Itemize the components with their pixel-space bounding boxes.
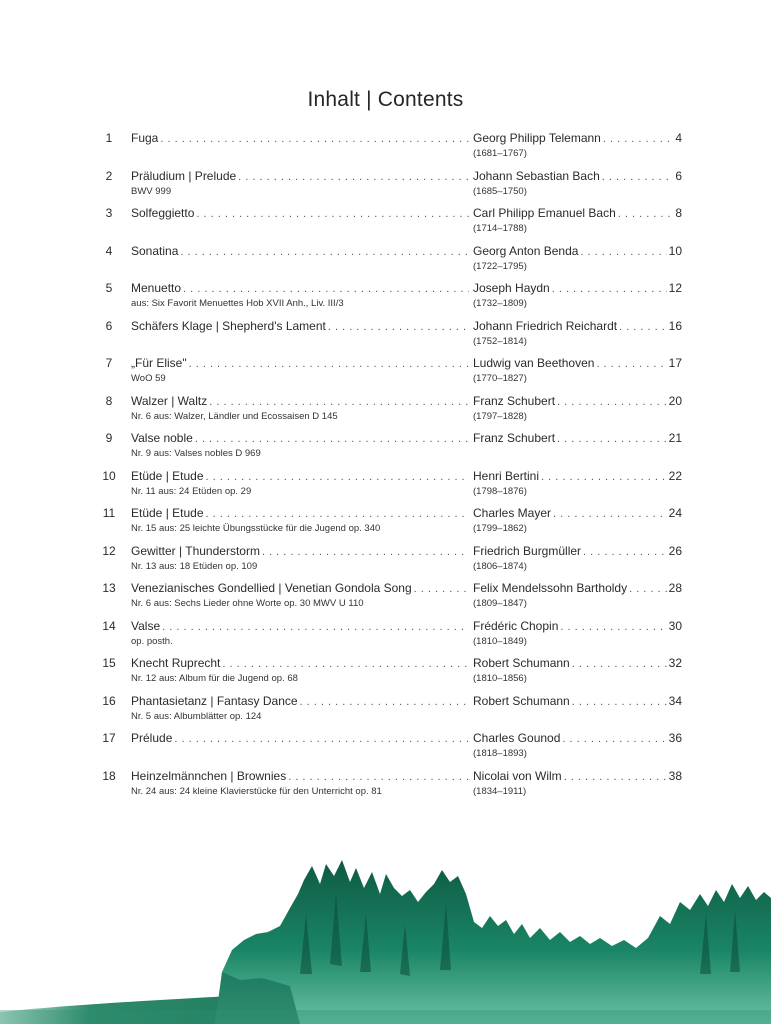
entry-subtitle: BWV 999: [131, 185, 172, 197]
table-of-contents: [0, 131, 771, 806]
toc-entry[interactable]: [0, 769, 771, 807]
entry-years: (1752–1814): [473, 335, 527, 347]
entry-composer-col: [473, 356, 682, 386]
entry-work: [131, 431, 471, 461]
entry-composer-col: [473, 169, 682, 199]
entry-years: (1797–1828): [473, 410, 527, 422]
entry-composer-col: [473, 281, 682, 311]
leader-dots: [189, 357, 469, 372]
entry-title: Gewitter | Thunderstorm: [131, 543, 260, 558]
entry-page-number: 28: [668, 581, 682, 595]
entry-number: 3: [105, 206, 113, 220]
entry-composer: Robert Schumann: [473, 693, 570, 708]
entry-number: 16: [102, 693, 116, 708]
toc-entry[interactable]: [0, 656, 771, 694]
entry-page-number: 26: [668, 543, 682, 558]
leader-dots: [195, 432, 469, 447]
entry-years: (1799–1862): [473, 523, 527, 534]
leader-dots: [553, 507, 667, 522]
leader-dots: [180, 245, 469, 260]
leader-dots: [541, 470, 667, 485]
entry-subtitle: Nr. 6 aus: Sechs Lieder ohne Worte op. 30 MWV U 110: [131, 598, 364, 609]
toc-entry[interactable]: [0, 356, 771, 394]
entry-page-number: 38: [668, 768, 682, 783]
entry-number: 18: [102, 768, 116, 783]
leader-dots: [183, 282, 469, 297]
leader-dots: [564, 770, 667, 785]
entry-composer-col: [473, 469, 682, 499]
entry-number: 2: [105, 168, 113, 183]
entry-years: (1681–1767): [473, 148, 527, 159]
entry-title: Phantasietanz | Fantasy Dance: [131, 693, 298, 708]
entry-work: [131, 581, 471, 611]
entry-subtitle: [131, 335, 471, 349]
entry-number: 14: [102, 618, 116, 633]
page-title: Inhalt | Contents: [307, 88, 464, 111]
entry-years: (1732–1809): [473, 298, 527, 309]
entry-page-number: 16: [668, 318, 682, 333]
entry-composer: Joseph Haydn: [473, 281, 550, 295]
entry-years: (1722–1795): [473, 260, 527, 272]
entry-page-number: 32: [668, 656, 682, 670]
entry-page-number: 20: [668, 393, 682, 408]
entry-number: 6: [105, 318, 113, 333]
entry-composer-col: [473, 431, 682, 461]
leader-dots: [603, 132, 673, 147]
leader-dots: [206, 470, 469, 485]
entry-work: [131, 319, 471, 349]
toc-entry[interactable]: [0, 544, 771, 582]
entry-composer-col: [473, 619, 682, 649]
entry-subtitle: op. posth.: [131, 635, 173, 647]
entry-page-number: 34: [668, 693, 682, 708]
entry-composer-col: [473, 769, 682, 799]
entry-title: Fuga: [131, 131, 159, 145]
entry-subtitle: Nr. 15 aus: 25 leichte Übungsstücke für die Jugend op. 340: [131, 523, 381, 534]
entry-subtitle: WoO 59: [131, 373, 166, 384]
entry-composer: Carl Philipp Emanuel Bach: [473, 206, 616, 220]
leader-dots: [629, 582, 667, 597]
entry-composer-col: [473, 131, 682, 161]
entry-work: [131, 544, 471, 574]
entry-work: [131, 206, 471, 236]
entry-work: [131, 131, 471, 161]
entry-subtitle: [131, 747, 471, 761]
entry-page-number: 4: [675, 131, 682, 145]
entry-work: [131, 394, 471, 424]
entry-number: 4: [105, 243, 113, 258]
leader-dots: [222, 657, 469, 672]
toc-entry[interactable]: [0, 506, 771, 544]
entry-subtitle: Nr. 5 aus: Albumblätter op. 124: [131, 710, 262, 722]
leader-dots: [572, 695, 667, 710]
toc-entry[interactable]: [0, 244, 771, 282]
toc-entry[interactable]: [0, 581, 771, 619]
leader-dots: [328, 320, 469, 335]
entry-composer-col: [473, 394, 682, 424]
entry-title: Knecht Ruprecht: [131, 656, 221, 670]
entry-subtitle: aus: Six Favorit Menuettes Hob XVII Anh., Liv. III/3: [131, 298, 344, 309]
entry-work: [131, 656, 471, 686]
toc-entry[interactable]: [0, 131, 771, 169]
entry-title: Sonatina: [131, 243, 179, 258]
entry-composer: Charles Mayer: [473, 506, 552, 520]
leader-dots: [196, 207, 469, 222]
green-ink-splash-decoration: [0, 854, 771, 1024]
entry-composer-col: [473, 506, 682, 536]
entry-work: [131, 169, 471, 199]
entry-title: „Für Elise": [131, 356, 187, 370]
entry-composer-col: [473, 694, 682, 724]
leader-dots: [206, 507, 469, 522]
entry-number: 5: [105, 281, 113, 295]
entry-number: 9: [105, 431, 113, 445]
entry-years: (1810–1856): [473, 673, 527, 684]
leader-dots: [596, 357, 666, 372]
toc-entry[interactable]: [0, 394, 771, 432]
entry-page-number: 8: [675, 206, 682, 220]
leader-dots: [238, 170, 469, 185]
leader-dots: [288, 770, 469, 785]
entry-composer: Johann Sebastian Bach: [473, 168, 600, 183]
toc-entry[interactable]: [0, 694, 771, 732]
entry-page-number: 10: [668, 243, 682, 258]
entry-page-number: 21: [668, 431, 682, 445]
entry-subtitle: [131, 260, 471, 274]
entry-title: Prélude: [131, 731, 173, 745]
entry-composer: Johann Friedrich Reichardt: [473, 318, 618, 333]
entry-composer-col: [473, 206, 682, 236]
entry-title: Menuetto: [131, 281, 182, 295]
entry-composer: Felix Mendelssohn Bartholdy: [473, 581, 628, 595]
leader-dots: [602, 170, 674, 185]
toc-entry[interactable]: [0, 206, 771, 244]
entry-page-number: 22: [668, 468, 682, 483]
entry-subtitle: Nr. 11 aus: 24 Etüden op. 29: [131, 485, 252, 497]
entry-subtitle: Nr. 12 aus: Album für die Jugend op. 68: [131, 673, 298, 684]
entry-work: [131, 694, 471, 724]
entry-title: Valse: [131, 618, 161, 633]
entry-subtitle: Nr. 9 aus: Valses nobles D 969: [131, 448, 261, 459]
leader-dots: [209, 395, 469, 410]
entry-page-number: 12: [668, 281, 682, 295]
leader-dots: [557, 395, 667, 410]
entry-number: 12: [102, 543, 116, 558]
entry-number: 1: [105, 131, 113, 145]
entry-years: (1714–1788): [473, 223, 527, 234]
entry-subtitle: [131, 222, 471, 236]
toc-entry[interactable]: [0, 319, 771, 357]
entry-number: 11: [102, 506, 116, 520]
toc-entry[interactable]: [0, 469, 771, 507]
entry-title: Solfeggietto: [131, 206, 195, 220]
entry-years: (1798–1876): [473, 485, 527, 497]
entry-years: (1834–1911): [473, 785, 527, 797]
entry-page-number: 17: [668, 356, 682, 370]
entry-composer: Frédéric Chopin: [473, 618, 559, 633]
entry-composer: Nicolai von Wilm: [473, 768, 562, 783]
entry-title: Heinzelmännchen | Brownies: [131, 768, 287, 783]
entry-title: Etüde | Etude: [131, 506, 204, 520]
leader-dots: [572, 657, 667, 672]
entry-composer: Robert Schumann: [473, 656, 570, 670]
toc-entry[interactable]: [0, 431, 771, 469]
entry-page-number: 24: [668, 506, 682, 520]
toc-entry[interactable]: [0, 169, 771, 207]
leader-dots: [174, 732, 469, 747]
entry-composer-col: [473, 544, 682, 574]
entry-years: (1770–1827): [473, 373, 527, 384]
entry-composer-col: [473, 581, 682, 611]
leader-dots: [414, 582, 469, 597]
entry-number: 15: [102, 656, 116, 670]
entry-subtitle: Nr. 13 aus: 18 Etüden op. 109: [131, 560, 258, 572]
leader-dots: [552, 282, 667, 297]
entry-subtitle: [131, 147, 471, 161]
entry-title: Etüde | Etude: [131, 468, 204, 483]
entry-composer: Friedrich Burgmüller: [473, 543, 582, 558]
entry-composer-col: [473, 656, 682, 686]
entry-composer: Georg Anton Benda: [473, 243, 579, 258]
entry-composer-col: [473, 244, 682, 274]
entry-title: Venezianisches Gondellied | Venetian Gondola Song: [131, 581, 412, 595]
leader-dots: [557, 432, 667, 447]
leader-dots: [583, 545, 667, 560]
entry-years: (1818–1893): [473, 748, 527, 759]
leader-dots: [162, 620, 469, 635]
entry-years: (1685–1750): [473, 185, 527, 197]
entry-title: Valse noble: [131, 431, 193, 445]
leader-dots: [619, 320, 667, 335]
entry-composer-col: [473, 319, 682, 349]
entry-title: Walzer | Waltz: [131, 393, 208, 408]
entry-number: 7: [105, 356, 113, 370]
entry-composer: Franz Schubert: [473, 431, 556, 445]
toc-entry[interactable]: [0, 619, 771, 657]
entry-years: [473, 710, 682, 724]
leader-dots: [618, 207, 674, 222]
entry-composer: Franz Schubert: [473, 393, 556, 408]
toc-entry[interactable]: [0, 731, 771, 769]
entry-title: Schäfers Klage | Shepherd's Lament: [131, 318, 326, 333]
entry-work: [131, 619, 471, 649]
leader-dots: [580, 245, 666, 260]
entry-composer: Ludwig van Beethoven: [473, 356, 595, 370]
entry-subtitle: Nr. 6 aus: Walzer, Ländler und Ecossaisen D 145: [131, 410, 338, 422]
entry-work: [131, 356, 471, 386]
entry-years: (1806–1874): [473, 560, 527, 572]
entry-composer: Charles Gounod: [473, 731, 561, 745]
entry-work: [131, 281, 471, 311]
leader-dots: [562, 732, 666, 747]
leader-dots: [560, 620, 666, 635]
entry-number: 8: [105, 393, 113, 408]
entry-work: [131, 469, 471, 499]
entry-work: [131, 506, 471, 536]
entry-number: 10: [102, 468, 116, 483]
entry-composer-col: [473, 731, 682, 761]
entry-years: (1810–1849): [473, 635, 527, 647]
entry-work: [131, 731, 471, 761]
entry-page-number: 6: [675, 168, 682, 183]
entry-number: 13: [102, 581, 116, 595]
toc-entry[interactable]: [0, 281, 771, 319]
entry-title: Präludium | Prelude: [131, 168, 237, 183]
entry-composer: Henri Bertini: [473, 468, 540, 483]
entry-subtitle: Nr. 24 aus: 24 kleine Klavierstücke für den Unterricht op. 81: [131, 785, 382, 797]
entry-composer: Georg Philipp Telemann: [473, 131, 601, 145]
entry-work: [131, 244, 471, 274]
leader-dots: [262, 545, 469, 560]
entry-work: [131, 769, 471, 799]
leader-dots: [160, 132, 469, 147]
entry-years: (1809–1847): [473, 598, 527, 609]
entry-page-number: 30: [668, 618, 682, 633]
entry-years: [473, 447, 682, 461]
leader-dots: [300, 695, 469, 710]
entry-page-number: 36: [668, 731, 682, 745]
entry-number: 17: [102, 731, 116, 745]
